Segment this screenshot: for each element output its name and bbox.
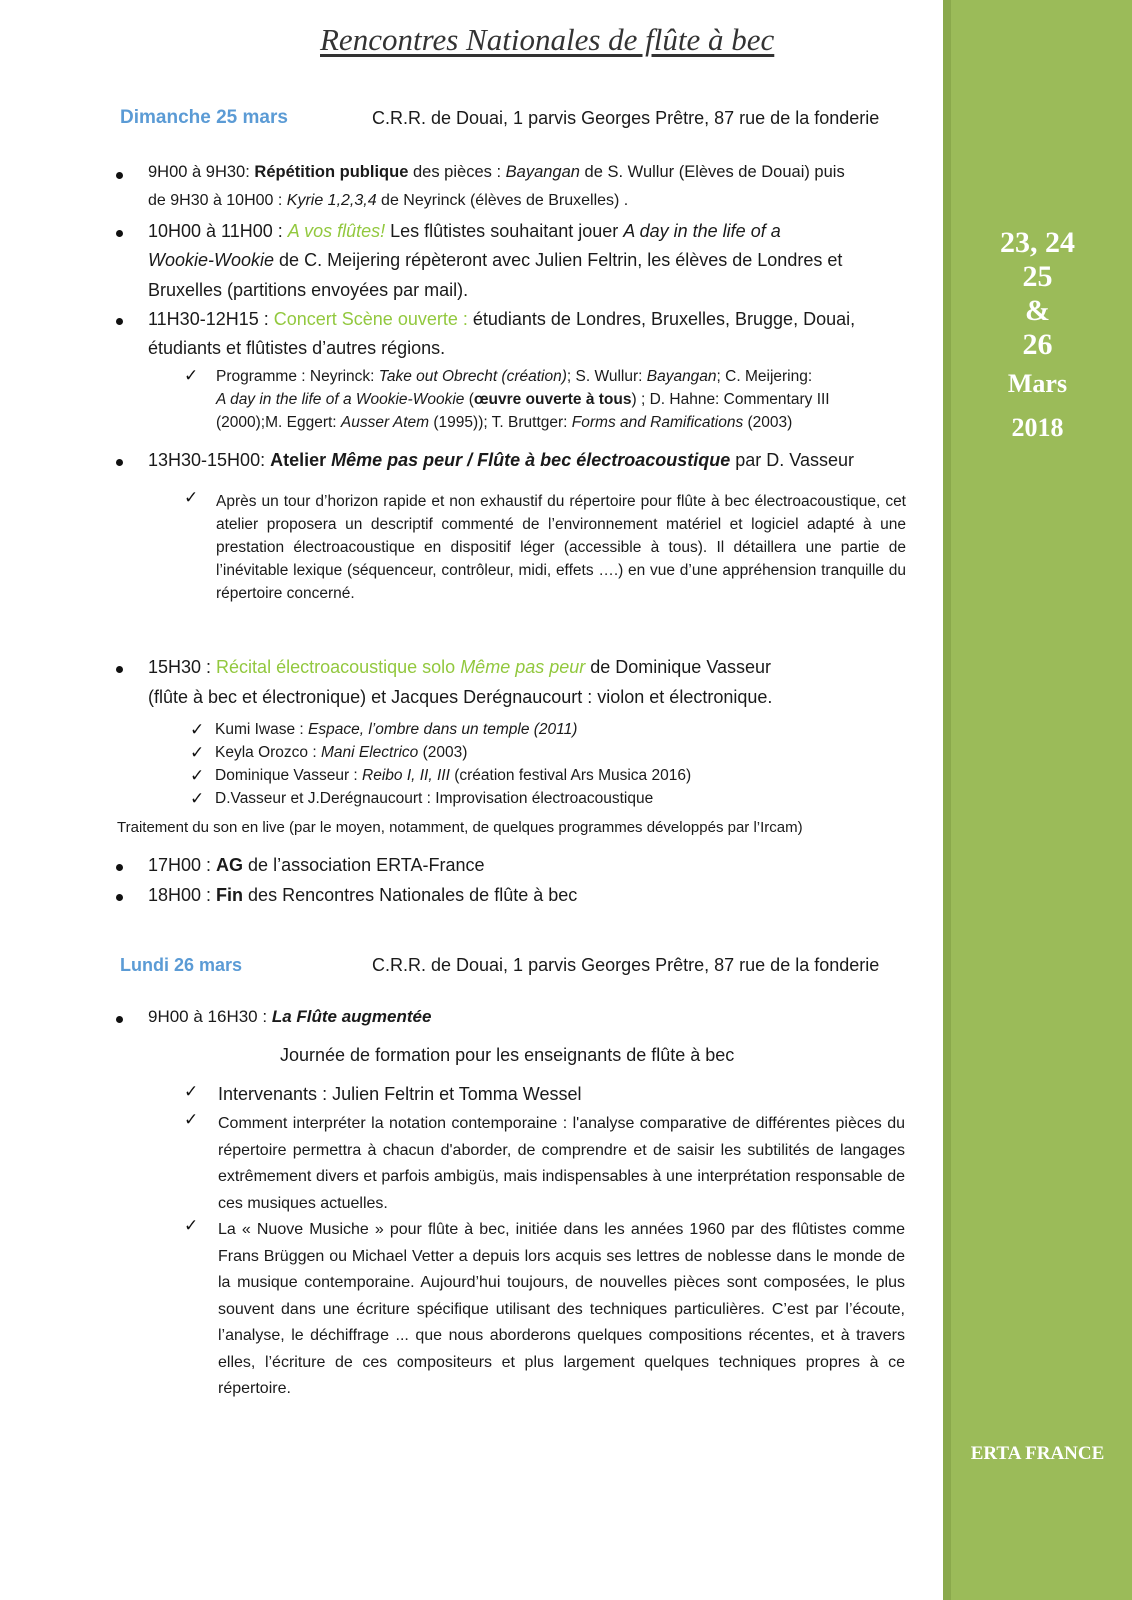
bullet-dot [116,894,123,901]
item-rehearsal-line2: de 9H30 à 10H00 : Kyrie 1,2,3,4 de Neyrinck (élèves de Bruxelles) . [148,192,629,209]
checkmark-icon: ✓ [184,488,199,507]
sunday-heading: Dimanche 25 mars [120,107,288,128]
atelier-description: Après un tour d’horizon rapide et non exhaustif du répertoire pour flûte à bec électroacoustique, cet atelier proposera un descriptif commenté de l’environnement matériel et logiciel adapté à une prestation électroacoustique en dispositif léger (accessible à tous). Il détaillera une partie de l’inévitable lexique (séquenceur, contrôleur, midi, effets ….) en vue d’une appréhension tranquille du répertoire concerné. [216,493,906,602]
item-ag: 17H00 : AG de l’association ERTA-France [148,855,485,875]
item-concert-line2: étudiants et flûtistes d’autres régions. [148,338,446,358]
checkmark-icon: ✓ [184,366,199,385]
item-atelier: 13H30-15H00: Atelier Même pas peur / Flûte à bec électroacoustique par D. Vasseur [148,450,854,470]
notation-description: Comment interpréter la notation contemporaine : l'analyse comparative de différentes pièces du répertoire permettra à chacun d'aborder, de comprendre et de saisir les subtilités de langages extrêmement divers et parfois ambigüs, mais indispensables à une interprétation responsable de ces musiques actuelles. [218,1115,905,1212]
checkmark-icon: ✓ [184,1216,199,1235]
sunday-venue: C.R.R. de Douai, 1 parvis Georges Prêtre, 87 rue de la fonderie [372,108,880,128]
bullet-dot [116,666,123,673]
work-3: Dominique Vasseur : Reibo I, II, III (création festival Ars Musica 2016) [215,767,692,784]
processing-note: Traitement du son en live (par le moyen, notamment, de quelques programmes développés par l’Ircam) [117,819,803,836]
bullet-dot [116,1016,123,1023]
item-vos-flutes-line3: Bruxelles (partitions envoyées par mail). [148,280,469,300]
item-vos-flutes-line2: Wookie-Wookie de C. Meijering répèteront avec Julien Feltrin, les élèves de Londres et [148,250,843,270]
program-line1: Programme : Neyrinck: Take out Obrecht (création); S. Wullur: Bayangan; C. Meijering: [216,368,813,385]
program-line3: (2000);M. Eggert: Ausser Atem (1995)); T. Bruttger: Forms and Ramifications (2003) [216,414,793,431]
organization-name: ERTA FRANCE [970,1443,1105,1464]
monday-venue: C.R.R. de Douai, 1 parvis Georges Prêtre, 87 rue de la fonderie [372,955,880,975]
dates-line: 26 [1022,328,1053,361]
checkmark-icon: ✓ [184,1082,199,1101]
bullet-dot [116,459,123,466]
checkmark-icon: ✓ [184,1110,199,1129]
dates-month: Mars [1007,369,1068,398]
bullet-dot [116,864,123,871]
bullet-dot [116,230,123,237]
item-vos-flutes-line1: 10H00 à 11H00 : A vos flûtes! Les flûtistes souhaitant jouer A day in the life of a [148,221,781,241]
dates-line: 25 [1022,260,1053,293]
checkmark-icon: ✓ [190,743,205,762]
item-recital-line1: 15H30 : Récital électroacoustique solo Même pas peur de Dominique Vasseur [148,657,772,677]
dates-year: 2018 [1011,413,1064,442]
work-2: Keyla Orozco : Mani Electrico (2003) [215,744,468,761]
checkmark-icon: ✓ [190,720,205,739]
training-subtitle: Journée de formation pour les enseignants de flûte à bec [280,1045,735,1065]
item-flute-augmentee: 9H00 à 16H30 : La Flûte augmentée [148,1007,432,1026]
item-rehearsal-line1: 9H00 à 9H30: Répétition publique des pièces : Bayangan de S. Wullur (Elèves de Douai) puis [148,163,845,181]
event-dates [943,226,1132,450]
item-concert-line1: 11H30-12H15 : Concert Scène ouverte : étudiants de Londres, Bruxelles, Brugge, Douai, [148,309,856,329]
work-1: Kumi Iwase : Espace, l’ombre dans un temple (2011) [215,721,578,738]
bullet-dot [116,172,123,179]
monday-heading: Lundi 26 mars [120,955,243,975]
item-fin: 18H00 : Fin des Rencontres Nationales de flûte à bec [148,885,578,905]
nuove-musiche-description: La « Nuove Musiche » pour flûte à bec, initiée dans les années 1960 par des flûtistes comme Frans Brüggen ou Michael Vetter a depuis lors acquis ses lettres de noblesse dans le monde de la musique contemporaine. Aujourd’hui toujours, de nouvelles pièces sont composées, le plus souvent dans une écriture spécifique utilisant des techniques particulières. C’est par l’écoute, l’analyse, le déchiffrage ... que nous aborderons quelques compositions récentes, et à travers elles, l’écriture de ces compositeurs et plus largement quelques techniques propres à ce répertoire. [218,1221,905,1397]
bullet-dot [116,318,123,325]
dates-line: 23, 24 [1000,226,1075,259]
program-line2: A day in the life of a Wookie-Wookie (œuvre ouverte à tous) ; D. Hahne: Commentary III [216,391,830,408]
speakers: Intervenants : Julien Feltrin et Tomma Wessel [218,1084,582,1104]
checkmark-icon: ✓ [190,789,205,808]
date-sidebar [943,0,1132,1600]
item-recital-line2: (flûte à bec et électronique) et Jacques Derégnaucourt : violon et électronique. [148,687,773,707]
dates-line: & [1025,294,1050,327]
work-4: D.Vasseur et J.Derégnaucourt : Improvisation électroacoustique [215,790,654,807]
page-title: Rencontres Nationales de flûte à bec [320,22,775,57]
checkmark-icon: ✓ [190,766,205,785]
